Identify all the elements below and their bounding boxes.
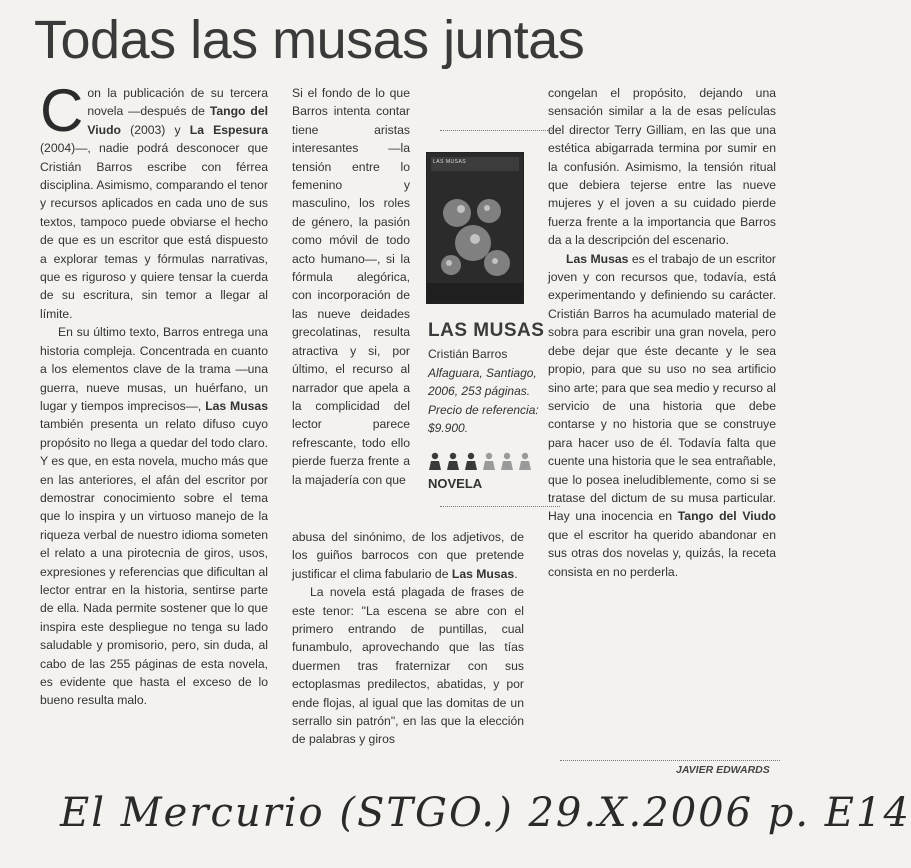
book-title-ref: Las Musas	[566, 251, 629, 266]
column-3	[548, 84, 776, 581]
paragraph-quote: La novela está plagada de frases de este tenor: "La escena se abre con el primero entrando de puntillas, cual funambulo, aprovechando que las tías duermen tras fraternizar con sus ectoplasmas predilectos, abatidas, y por ende flojas, al igual que las domitas de un serrallo sin patrón", en las que la elección de palabras y giros	[292, 585, 524, 747]
book-cover-art	[427, 153, 523, 303]
book-publisher: Alfaguara, Santiago, 2006, 253 páginas.	[428, 365, 537, 398]
rating-icon-empty	[501, 453, 513, 470]
book-title-ref: Tango del Viudo	[677, 509, 776, 524]
rating-icon-empty	[519, 453, 531, 470]
book-title: LAS MUSAS	[428, 320, 545, 341]
book-title-ref: Las Musas	[205, 398, 268, 413]
rating-icon-filled	[429, 453, 441, 470]
column-2-upper	[292, 84, 410, 489]
book-price: Precio de referencia: $9.900.	[428, 402, 539, 435]
rating-icon-filled	[465, 453, 477, 470]
paragraph-col2-lower: abusa del sinónimo, de los adjetivos, de los guiños barrocos con que pretende justificar el clima fabulario de Las Musas.	[292, 530, 524, 581]
paragraph-col3-lower: Las Musas es el trabajo de un escritor joven y con recursos que, todavía, está experimentando y definiendo su carácter. Cristián Barros ha acumulado material de sobra para escribir una gran novela, pero debe dejar que éste decante y le sea propio, para que su uso no sea artificio sino arte; para que sea medio y recurso al servicio de una historia que debe contarse y no historia que se construye para hacer uso de él. Todavía falta que cuente una historia que le sea entrañable, que lo posea ineludiblemente, como si se tratase del dictum de su musa particular. Hay una inocencia en Tango del Viudo que el escritor ha querido abandonar en sus otras dos novelas y, quizás, la receta consista en no perderla.	[548, 251, 776, 579]
book-author: Cristián Barros	[428, 347, 508, 361]
paragraph-second: En su último texto, Barros entrega una historia compleja. Concentrada en cuanto a los elementos clave de la trama —una guerra, nueve musas, un huérfano, un lugar y tiempos imprecisos—, Las Musas también presenta un relato difuso cuyo propósito no llega a quedar del todo claro. Y es que, en esta novela, mucho más que en las anteriores, el afán del escritor por demostrar conocimiento sobre el tema que lo inspira y un virtuoso manejo de la riqueza verbal de nuestro idioma someten el relato a una pirotecnia de giros, usos, expresiones y referencias que dificultan al lector entrar en la historia, sentirse parte de ella. Nada permite sostener que lo que inspira este despliegue no tenga su lado saludable y promisorio, pero, sin duda, al cabo de las 255 páginas de esta novela, es evidente que hasta el exceso de lo bueno resulta malo.	[40, 325, 268, 708]
book-details	[428, 345, 558, 438]
column-1	[40, 77, 269, 710]
rating-icons	[428, 452, 536, 472]
paragraph-col3-upper: congelan el propósito, dejando una sensación similar a la de esas películas del director Terry Gilliam, en las que una estética abigarrada termina por sumir en la confusión. Asimismo, la tensión ritual que debiera tejerse entre las nueve mujeres y el joven a su cuidado pierde fuerza frente a la importancia que Barros da a la descripción del escenario.	[548, 86, 776, 248]
book-title-ref: La Espesura	[189, 122, 269, 137]
paragraph-col2-upper: Si el fondo de lo que Barros intenta contar tiene aristas interesantes —la tensión entre lo femenino y masculino, los roles de género, la pasión como móvil de todo acto humano—, si la fórmula alegórica, con incorporación de las nueve deidades grecolatinas, resulta atractiva y si, por último, el recurso al narrador que apela a la complicidad del lector parece refrescante, todo ello pierde fuerza frente a la majadería con que	[292, 86, 410, 487]
rating-icons-svg	[428, 452, 536, 472]
paragraph-intro: on la publicación de su tercera novela —después de Tango del Viudo (2003) y La Espesura (2004)—, nadie podrá desconocer que Cristián Barros escribe con férrea disciplina. Asimismo, comparando el tenor y recursos aplicados en cada uno de sus textos, tampoco puede obviarse el hecho de que es un escritor que está dispuesto a explorar temas y fórmulas narrativas, que es riguroso y quiere tensar la cuerda de su escritura, sin temor a llegar al límite.	[40, 86, 269, 321]
book-title-ref: Las Musas	[451, 566, 515, 581]
rating-icon-filled	[447, 453, 459, 470]
column-2-lower	[292, 528, 524, 749]
drop-cap: C	[40, 77, 84, 144]
byline-divider	[560, 760, 780, 761]
byline: JAVIER EDWARDS	[676, 764, 770, 776]
book-title-ref: Tango del Viudo	[87, 104, 268, 137]
cover-title: LAS MUSAS	[433, 159, 467, 165]
handwritten-source-note: El Mercurio (STGO.) 29.X.2006 p. E14	[60, 790, 911, 836]
headline: Todas las musas juntas	[34, 10, 585, 70]
book-cover-image	[426, 152, 524, 304]
rating-icon-empty	[483, 453, 495, 470]
book-genre: NOVELA	[428, 476, 483, 491]
divider-dotted	[440, 506, 560, 507]
divider-dotted	[440, 130, 560, 131]
